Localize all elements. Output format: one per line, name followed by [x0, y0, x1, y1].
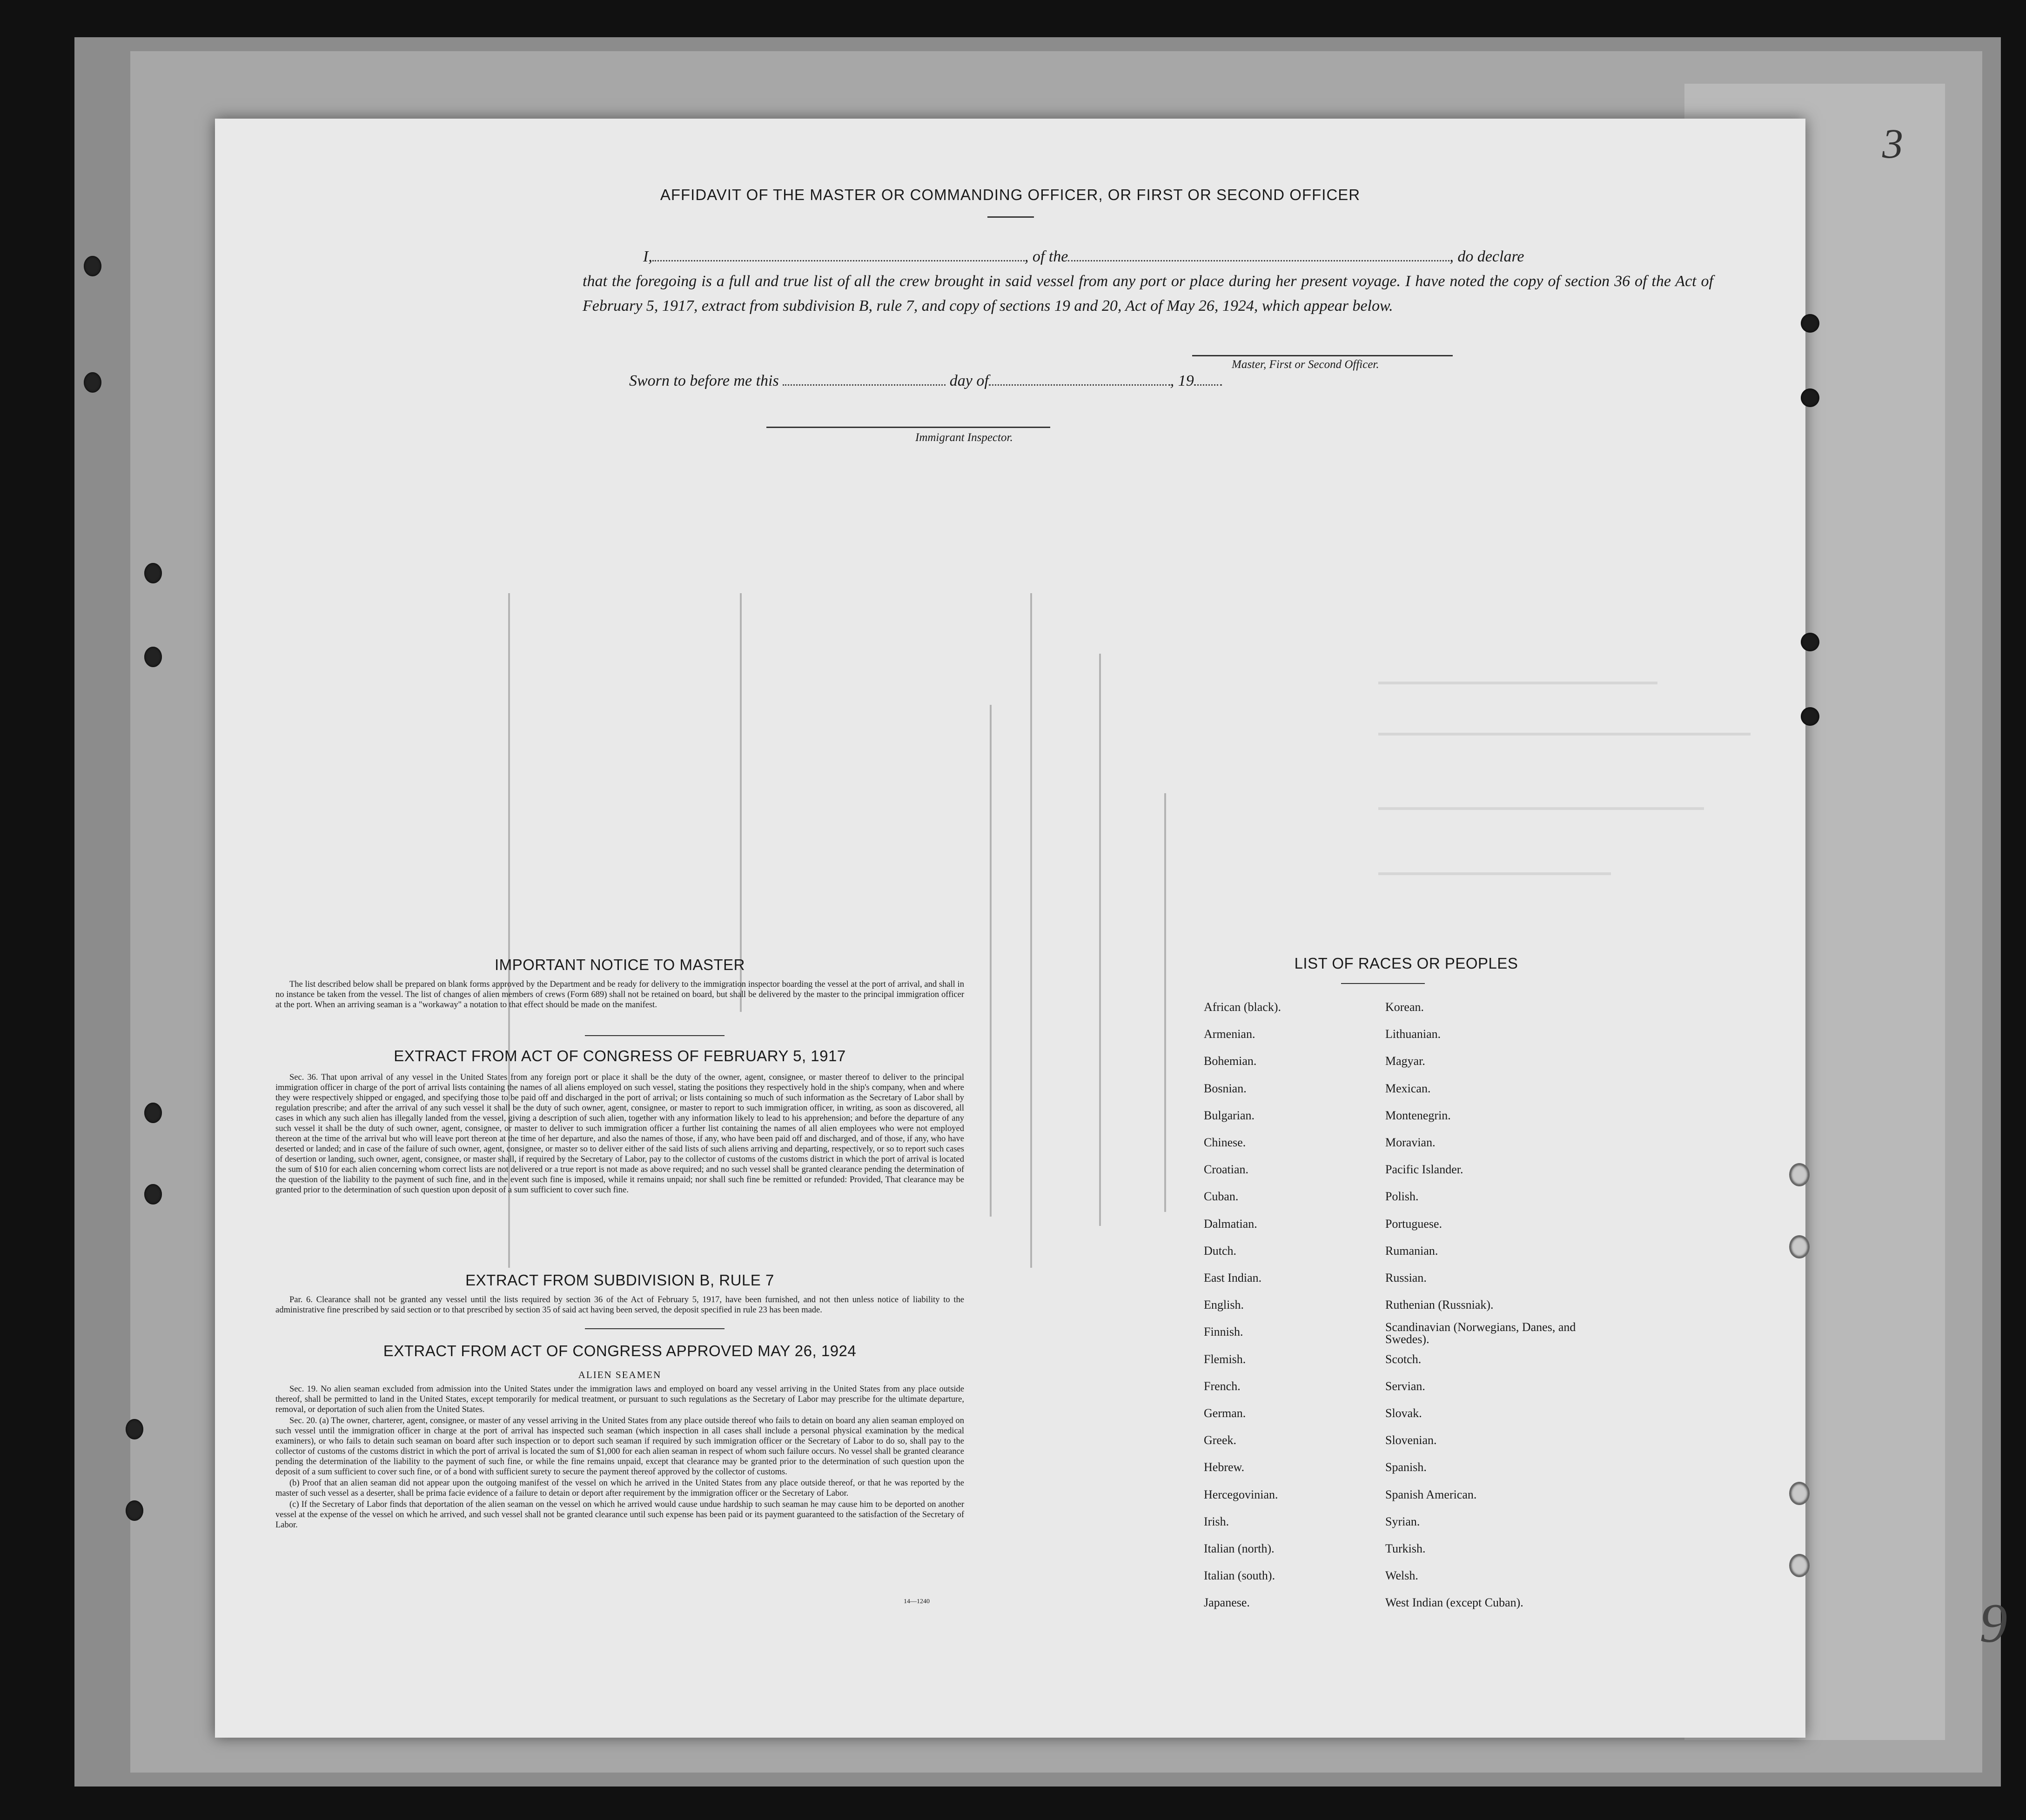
race-entry: Italian (north). — [1204, 1542, 1275, 1555]
binder-hole — [1789, 1554, 1810, 1577]
bleed-through-line — [1099, 654, 1101, 1226]
bleed-through-line — [1164, 793, 1166, 1212]
race-entry: Rumanian. — [1385, 1244, 1438, 1258]
bleed-through-line — [740, 593, 742, 1012]
bleed-through-line — [1030, 593, 1032, 1268]
binder-hole — [144, 1184, 162, 1204]
binder-hole — [1801, 633, 1819, 651]
binder-hole — [1789, 1235, 1810, 1258]
race-entry: Bohemian. — [1204, 1054, 1257, 1068]
title-rule — [987, 216, 1034, 218]
section-rule — [585, 1035, 725, 1036]
bleed-through-line — [990, 705, 992, 1217]
form-number: 14—1240 — [904, 1598, 930, 1605]
extract-1924-text: Sec. 19. No alien seaman excluded from admission into the United States under the immigration laws and employed on board any vessel arriving in the United States from any place outside thereof, shall be permitted to land in the United States, except temporarily for medical treatment, or pursuant to such regulations as the Secretary of Labor may prescribe for the ultimate departure, removal, or deportation of such alien from the United States. Sec. 20. (a) The owner, charterer, agent, consignee, or master of any vessel arriving in the United States from any place outside thereof who fails to detain on board any alien seaman employed on such vessel until the immigration officer in charge at the port of arrival has inspected such seaman (which inspection in all cases shall include a personal physical examination by the medical examiners), or who fails to detain such seaman on board after such inspection or to deport such seaman if required by such immigration officer or the Secretary of Labor to do so, shall pay to the collector of customs of the customs district in which the port of arrival is located the sum of $1,000 for each alien seaman in respect of whom such failure occurs. No vessel shall be granted clearance pending the determination of the liability to the payment of such fine, or while the fine remains unpaid, except that clearance may be granted prior to the determination of such question upon the deposit of a sum sufficient to cover such fine, or of a bond with sufficient surety to secure the payment thereof approved by the collector of customs. (b) Proof that an alien seaman did not appear upon the outgoing manifest of the vessel on which he arrived in the United States from any place outside thereof, or that he was reported by the master of such vessel as a deserter, shall be prima facie evidence of a failure to detain or deport after requirement by the immigration officer or the Secretary of Labor. (c) If the Secretary of Labor finds that deportation of the alien seaman on the vessel on which he arrived would cause undue hardship to such seaman he may cause him to be deported on another vessel at the expense of the vessel on which he arrived, and such vessel shall not be granted clearance until such expense has been paid or its payment guaranteed to the satisfaction of the Secretary of Labor. — [275, 1385, 964, 1530]
page-corner-mark: 3 — [1882, 121, 1903, 167]
notice-text: The list described below shall be prepared on blank forms approved by the Department and be ready for delivery to the immigration inspector boarding the vessel at the port of arrival, and shall in no instance be taken from the vessel. The list of changes of alien members of crews (Form 689) shall not be retained on board, but shall be delivered by the master to the principal immigration officer at the port. When an arriving seaman is a "workaway" a notation to that effect should be made on the manifest. — [275, 980, 964, 1010]
race-entry: Scotch. — [1385, 1352, 1422, 1366]
binder-hole — [144, 1103, 162, 1123]
race-entry: African (black). — [1204, 1000, 1281, 1014]
sworn-line: Sworn to before me this day of , 19 — [629, 372, 1222, 390]
manifest-sheet — [215, 119, 1805, 1738]
extract-1917-text: Sec. 36. That upon arrival of any vessel in the United States from any foreign port or place it shall be the duty of the owner, agent, consignee, or master thereof to deliver to the principal immigration officer in charge of the port of arrival lists containing the names of all aliens employed on such vessel, stating the positions they respectively hold in the ship's company, when and where they were respectively shipped or engaged, and specifying those to be paid off and discharged in the port of arrival; or lists containing so much of such information as the Secretary of Labor shall by regulation prescribe; and after the arrival of any such vessel it shall be the duty of such owner, agent, consignee, or master to report to such immigration officer, in writing, as soon as discovered, all cases in which any such alien has illegally landed from the vessel, giving a description of such alien, together with any information likely to lead to his apprehension; and before the departure of any such vessel it shall be the duty of such owner, agent, consignee, or master to deliver to such immigration officer a further list containing the names of all alien employees who were not employed thereon at the time of the arrival but who will leave port thereon at the time of her departure, and also the names of those, if any, who have been paid off and discharged, and of those, if any, who have deserted or landed; and in case of the failure of such owner, agent, consignee, or master so to deliver either of the said lists of such aliens arriving and departing, respectively, or so to report such cases of desertion or landing, such owner, agent, consignee, or master shall, if required by the Secretary of Labor, pay to the collector of customs of the customs district in which the port of arrival is located the sum of $10 for each alien concerning whom correct lists are not delivered or a true report is not made as above required; and no such vessel shall be granted clearance pending the determination of the question of the liability to the payment of such fine, and in the event such fine is imposed, while it remains unpaid; nor shall such fine be remitted or refunded: Provided, That clearance may be granted prior to the determination of such question upon deposit of a sum sufficient to cover such fine. — [275, 1073, 964, 1195]
race-entry: Bosnian. — [1204, 1081, 1247, 1095]
race-entry: Mexican. — [1385, 1081, 1431, 1095]
race-entry: Japanese. — [1204, 1596, 1250, 1610]
master-caption: Master, First or Second Officer. — [1232, 358, 1379, 371]
race-entry: Slovenian. — [1385, 1433, 1437, 1447]
race-entry: Hercegovinian. — [1204, 1487, 1278, 1501]
binder-hole — [1789, 1163, 1810, 1186]
race-entry: Montenegrin. — [1385, 1108, 1451, 1122]
race-entry: Dutch. — [1204, 1244, 1237, 1258]
race-entry: Hebrew. — [1204, 1460, 1245, 1474]
extract-1917-title: EXTRACT FROM ACT OF CONGRESS OF FEBRUARY 5, 1917 — [394, 1047, 846, 1064]
race-entry: Korean. — [1385, 1000, 1424, 1014]
bleed-through-row — [1378, 682, 1657, 684]
inspector-signature-line[interactable] — [766, 427, 1050, 428]
race-entry: Pacific Islander. — [1385, 1163, 1463, 1177]
race-entry: Slovak. — [1385, 1406, 1422, 1420]
race-entry: Chinese. — [1204, 1136, 1246, 1149]
race-entry: English. — [1204, 1298, 1244, 1312]
race-entry: Armenian. — [1204, 1027, 1255, 1041]
race-entry: Croatian. — [1204, 1163, 1249, 1177]
race-entry: Irish. — [1204, 1514, 1229, 1528]
affidavit-line-1: I, , of the , do declare — [643, 248, 1524, 265]
race-entry: Cuban. — [1204, 1190, 1239, 1204]
race-entry: Greek. — [1204, 1433, 1237, 1447]
affidavit-statement: that the foregoing is a full and true list of all the crew brought in said vessel from any port or place during her present voyage. I have noted the copy of section 36 of the Act of February 5, 1917, extract from subdivision B, rule 7, and copy of sections 19 and 20, Act of May 26, 1924, which appear below. — [583, 273, 1713, 314]
binder-hole — [144, 563, 162, 583]
extract-rule7-text: Par. 6. Clearance shall not be granted any vessel until the lists required by section 36 of the Act of February 5, 1917, have been furnished, and not then unless notice of liability to the administrative fine prescribed by said section or to that prescribed by section 35 of said act having been served, the deposit specified in rule 23 has been made. — [275, 1295, 964, 1315]
bleed-through-row — [1378, 807, 1704, 810]
binder-hole — [1801, 388, 1819, 407]
name-blank[interactable] — [652, 248, 1025, 261]
extract-rule7-title: EXTRACT FROM SUBDIVISION B, RULE 7 — [465, 1271, 774, 1289]
inspector-caption: Immigrant Inspector. — [915, 431, 1013, 444]
races-title: LIST OF RACES OR PEOPLES — [1294, 955, 1518, 972]
race-entry: Welsh. — [1385, 1569, 1418, 1583]
binder-hole — [84, 372, 101, 393]
race-entry: Dalmatian. — [1204, 1217, 1257, 1231]
page-bottom-mark: 9 — [1979, 1592, 2007, 1654]
binder-hole — [1801, 314, 1819, 333]
race-entry: East Indian. — [1204, 1271, 1262, 1285]
affidavit-body — [583, 244, 1713, 318]
extract-1924-title: EXTRACT FROM ACT OF CONGRESS APPROVED MAY 26, 1924 — [383, 1342, 857, 1359]
race-entry: Ruthenian (Russniak). — [1385, 1298, 1494, 1312]
alien-seamen-heading: ALIEN SEAMEN — [578, 1369, 662, 1380]
binder-hole — [1801, 707, 1819, 726]
binder-hole — [144, 647, 162, 667]
binder-hole — [126, 1500, 143, 1521]
race-entry: West Indian (except Cuban). — [1385, 1596, 1523, 1610]
vessel-blank[interactable] — [1068, 248, 1449, 261]
notice-title: IMPORTANT NOTICE TO MASTER — [494, 956, 745, 973]
binder-hole — [1789, 1482, 1810, 1505]
section-rule — [585, 1328, 725, 1329]
race-entry: German. — [1204, 1406, 1246, 1420]
race-entry: Bulgarian. — [1204, 1108, 1255, 1122]
races-rule — [1341, 983, 1425, 984]
race-entry: Flemish. — [1204, 1352, 1246, 1366]
sworn-year-blank[interactable] — [1194, 372, 1222, 386]
sworn-day-blank[interactable] — [783, 372, 946, 386]
race-entry: Spanish. — [1385, 1460, 1427, 1474]
race-entry: Italian (south). — [1204, 1569, 1275, 1583]
binder-hole — [84, 256, 101, 276]
master-signature-line[interactable] — [1192, 355, 1453, 356]
bleed-through-row — [1378, 872, 1611, 875]
race-entry: Lithuanian. — [1385, 1027, 1441, 1041]
affidavit-title: AFFIDAVIT OF THE MASTER OR COMMANDING OFFICER, OR FIRST OR SECOND OFFICER — [660, 186, 1361, 203]
race-entry: Servian. — [1385, 1379, 1425, 1393]
race-entry: Polish. — [1385, 1190, 1419, 1204]
race-entry: French. — [1204, 1379, 1241, 1393]
sworn-month-blank[interactable] — [989, 372, 1170, 386]
bleed-through-row — [1378, 733, 1751, 736]
race-entry: Portuguese. — [1385, 1217, 1442, 1231]
race-entry: Turkish. — [1385, 1542, 1426, 1555]
race-entry: Syrian. — [1385, 1514, 1420, 1528]
race-entry: Moravian. — [1385, 1136, 1436, 1149]
race-entry: Russian. — [1385, 1271, 1427, 1285]
race-entry: Spanish American. — [1385, 1487, 1477, 1501]
race-entry: Scandinavian (Norwegians, Danes, and Swedes). — [1385, 1320, 1576, 1346]
race-entry: Magyar. — [1385, 1054, 1425, 1068]
race-entry: Finnish. — [1204, 1325, 1243, 1339]
binder-hole — [126, 1419, 143, 1439]
